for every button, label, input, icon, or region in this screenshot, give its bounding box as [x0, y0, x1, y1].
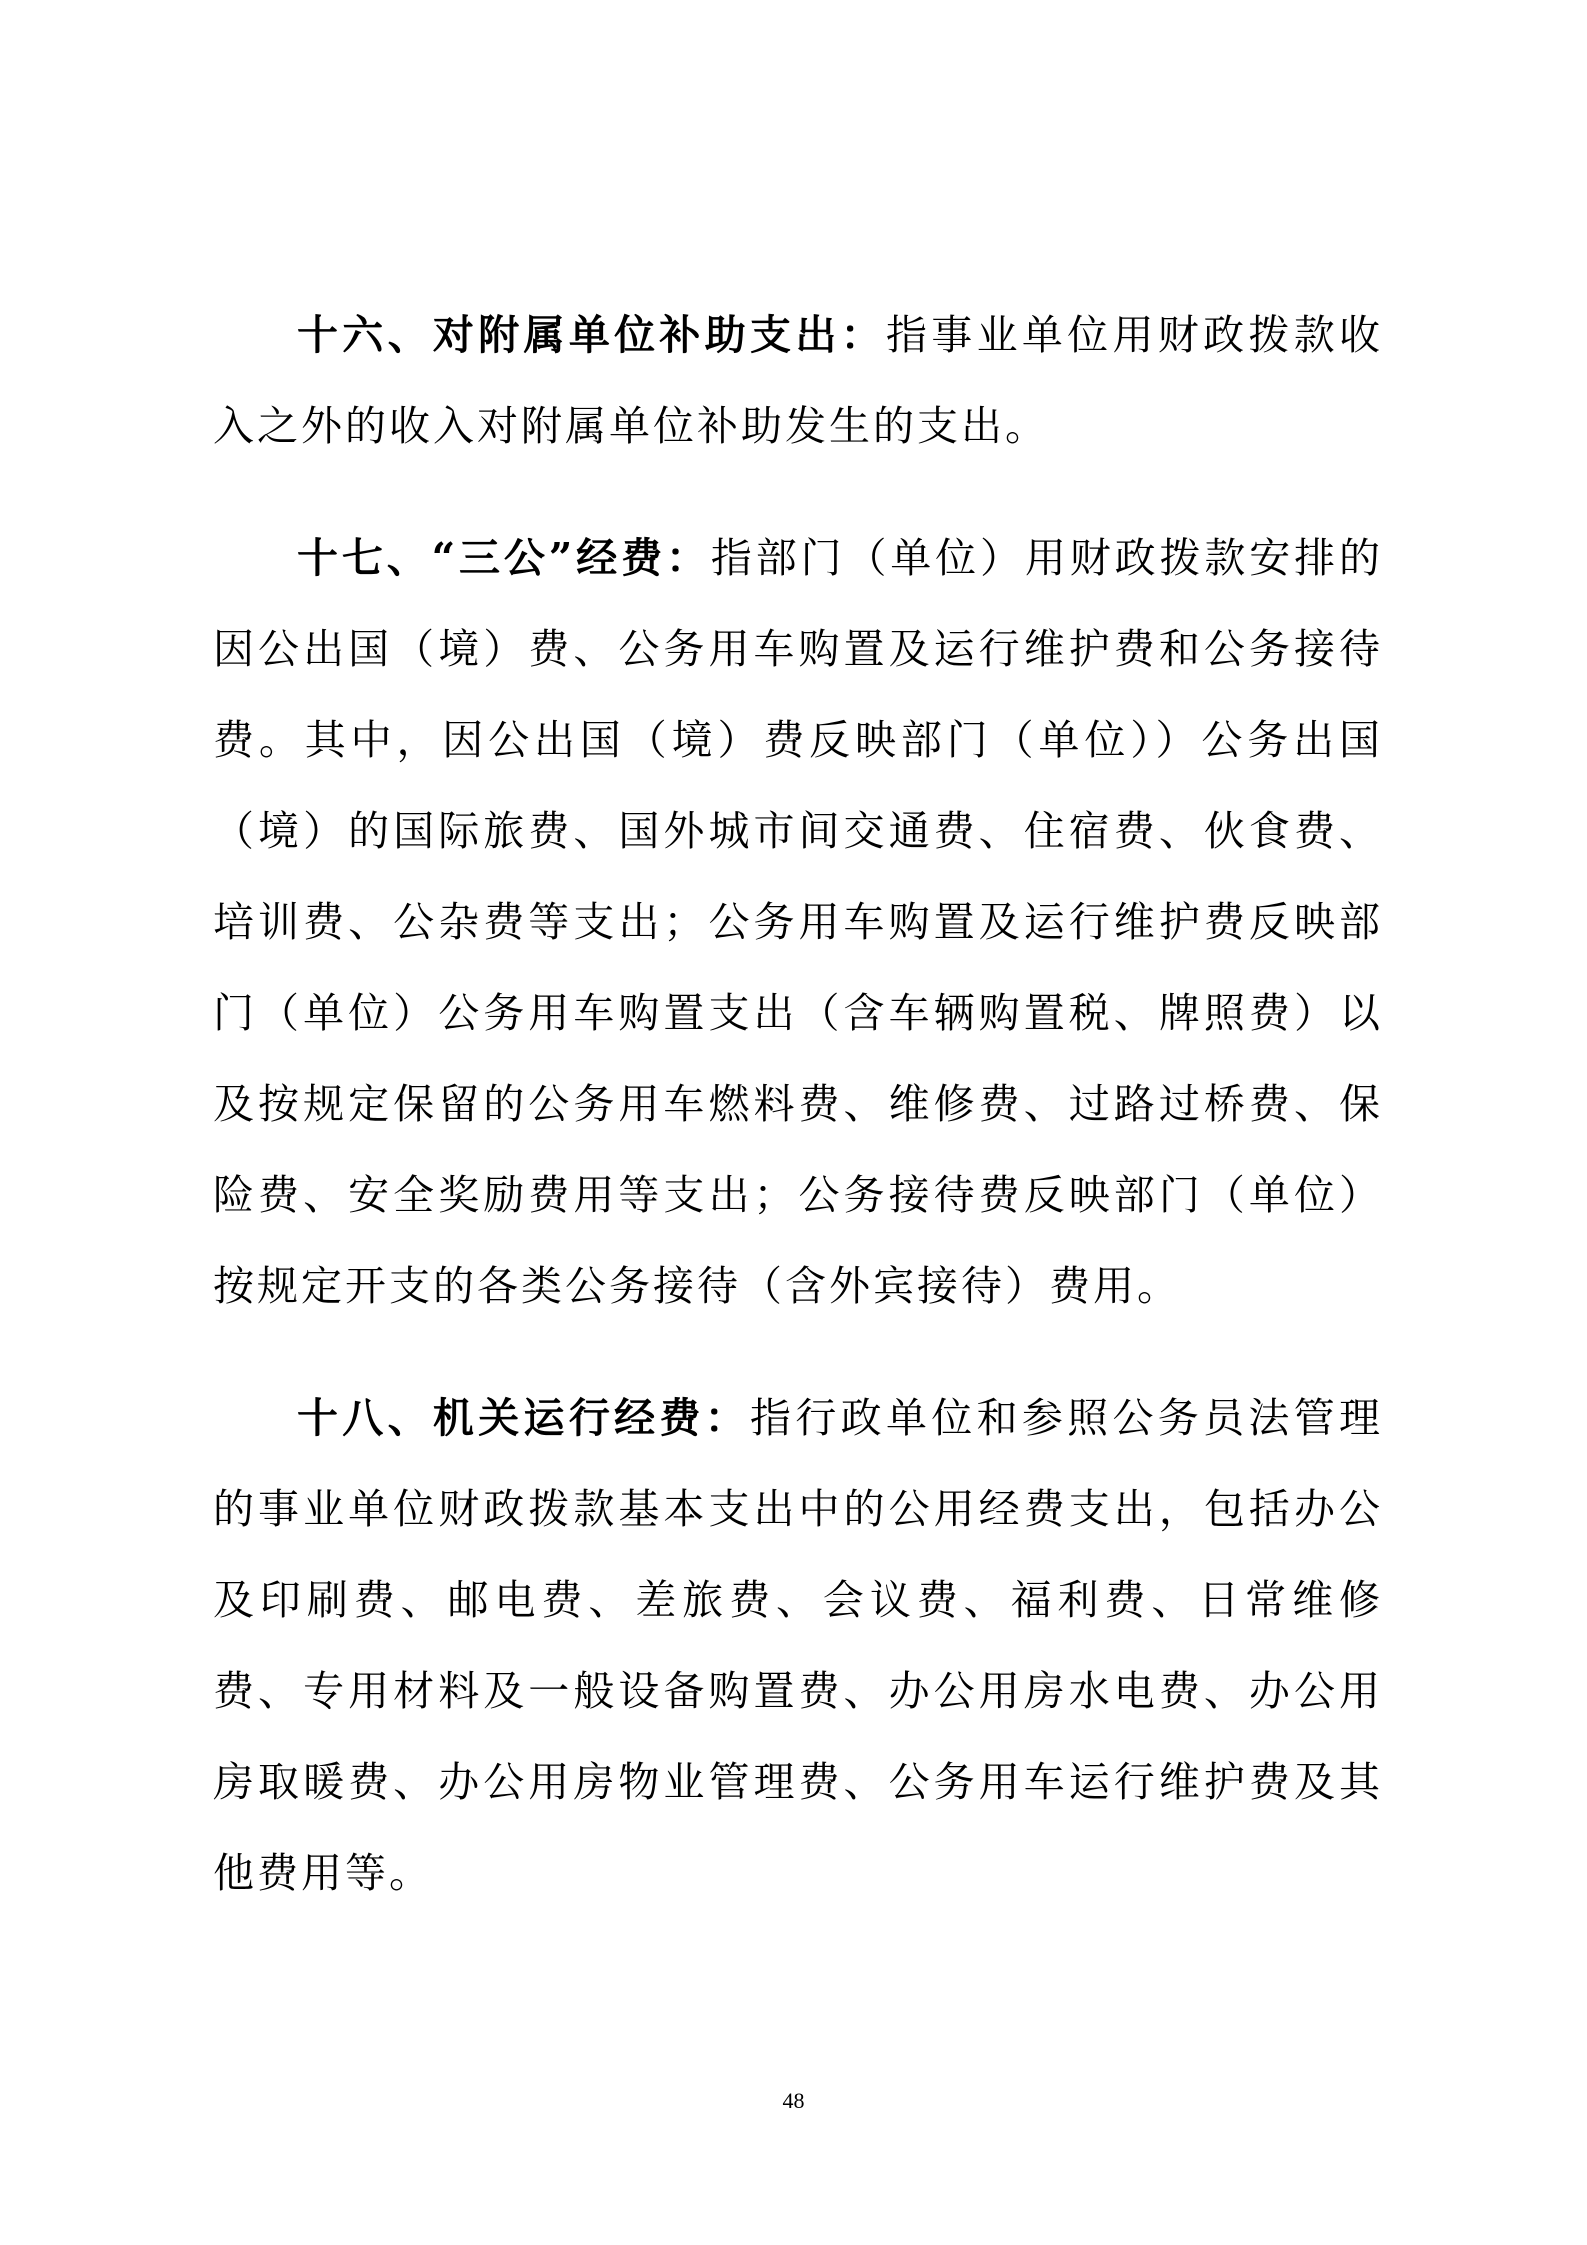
document-body — [213, 290, 1383, 1919]
term-definition: 指行政单位和参照公务员法管理的事业单位财政拨款基本支出中的公用经费支出，包括办公及印刷费、邮电费、差旅费、会议费、福利费、日常维修费、专用材料及一般设备购置费、办公用房水电费、办公用房取暖费、办公用房物业管理费、公务用车运行维护费及其他费用等。 — [213, 1394, 1384, 1897]
term-heading: 十七、“三公”经费： — [297, 534, 711, 582]
term-definition: 指部门（单位）用财政拨款安排的因公出国（境）费、公务用车购置及运行维护费和公务接待费。其中，因公出国（境）费反映部门（单位））公务出国（境）的国际旅费、国外城市间交通费、住宿费、伙食费、培训费、公杂费等支出；公务用车购置及运行维护费反映部门（单位）公务用车购置支出（含车辆购置税、牌照费）以及按规定保留的公务用车燃料费、维修费、过路过桥费、保险费、安全奖励费用等支出；公务接待费反映部门（单位）按规定开支的各类公务接待（含外宾接待）费用。 — [213, 534, 1383, 1310]
paragraph-subsidy-to-affiliated-units — [213, 290, 1383, 472]
term-definition: 指事业单位用财政拨款收入之外的收入对附属单位补助发生的支出。 — [213, 311, 1384, 450]
term-heading: 十六、对附属单位补助支出： — [297, 311, 886, 359]
paragraph-three-public-expenses — [213, 513, 1383, 1332]
page-number: 48 — [782, 2088, 805, 2113]
paragraph-agency-operating-expenses — [213, 1373, 1383, 1919]
term-heading: 十八、机关运行经费： — [297, 1394, 751, 1442]
